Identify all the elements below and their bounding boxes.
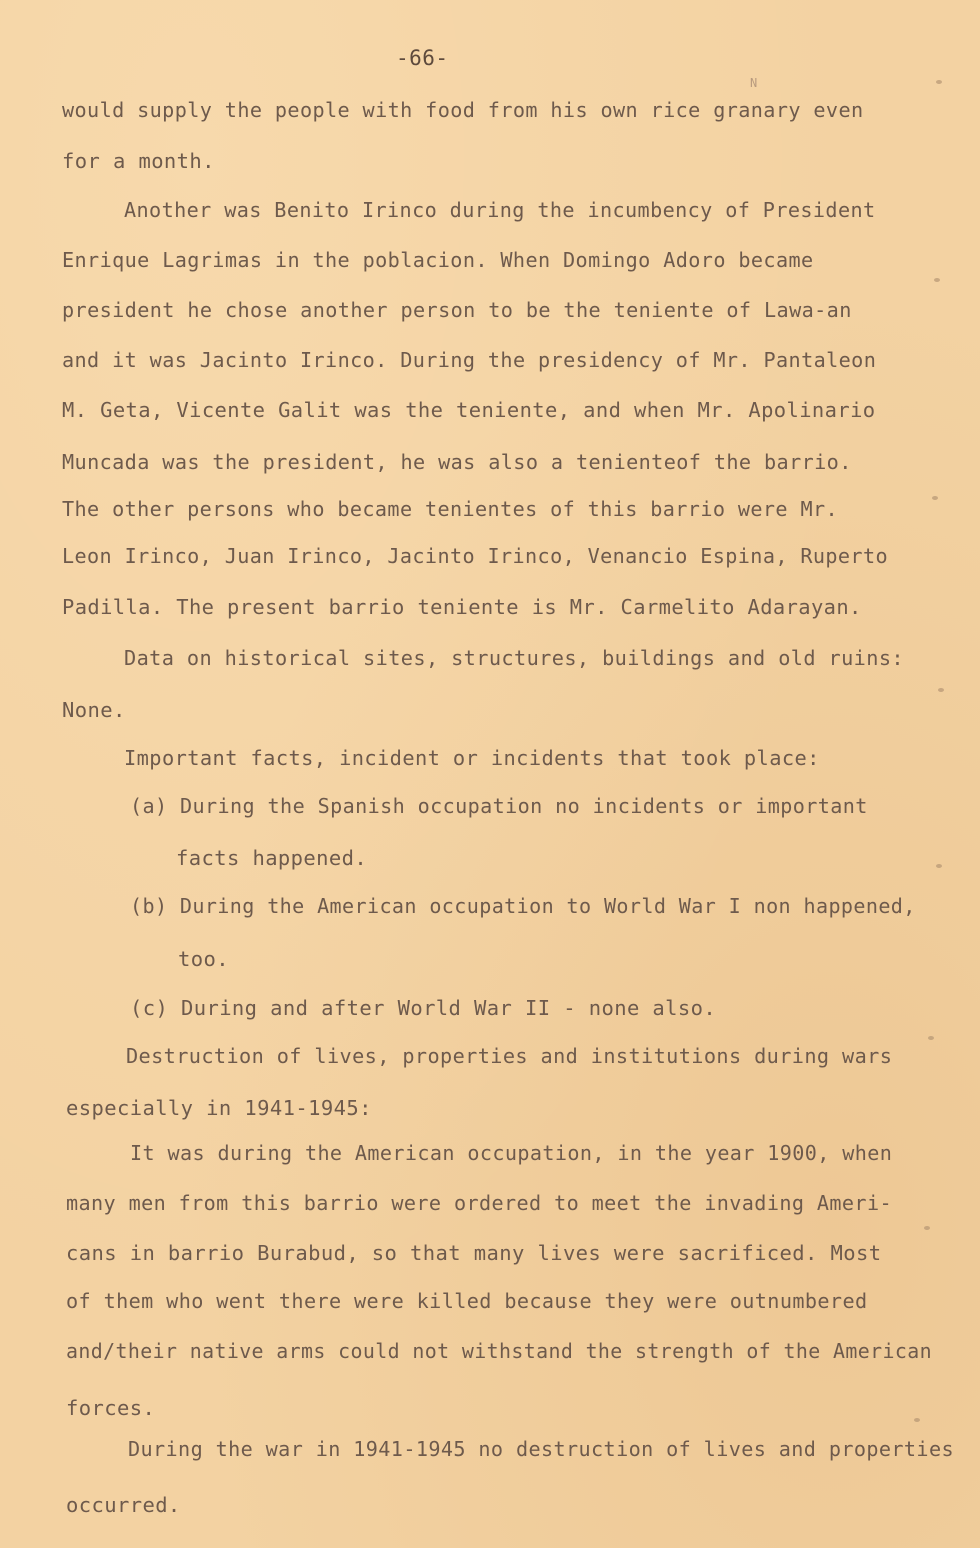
paper-speck [924, 1226, 930, 1230]
paper-speck [914, 1418, 920, 1422]
corner-mark: N [750, 76, 758, 90]
text-line: It was during the American occupation, in the year 1900, when [130, 1141, 893, 1165]
text-line: and/their native arms could not withstand the strength of the American [66, 1339, 932, 1363]
text-line: forces. [66, 1396, 156, 1420]
text-line: Data on historical sites, structures, buildings and old ruins: [124, 646, 905, 670]
paper-speck [938, 688, 944, 692]
text-line: Another was Benito Irinco during the incumbency of President [124, 198, 876, 222]
text-line: (b) During the American occupation to World War I non happened, [130, 894, 916, 918]
text-line: None. [62, 698, 126, 722]
paper-speck [928, 1036, 934, 1040]
page-number: -66- [396, 46, 449, 70]
paper-speck [936, 80, 942, 84]
text-line: (c) During and after World War II - none also. [130, 996, 717, 1020]
text-line: would supply the people with food from his own rice granary even [62, 98, 864, 122]
text-line: cans in barrio Burabud, so that many lives were sacrificed. Most [66, 1241, 882, 1265]
text-line: occurred. [66, 1493, 181, 1517]
text-line: The other persons who became tenientes of this barrio were Mr. [62, 497, 839, 521]
text-line: M. Geta, Vicente Galit was the teniente, and when Mr. Apolinario [62, 398, 876, 422]
text-line: Leon Irinco, Juan Irinco, Jacinto Irinco, Venancio Espina, Ruperto [62, 544, 888, 568]
text-line: president he chose another person to be the teniente of Lawa-an [62, 298, 852, 322]
text-line: for a month. [62, 149, 215, 173]
paper-speck [936, 864, 942, 868]
text-line: especially in 1941-1945: [66, 1096, 372, 1120]
text-line: too. [178, 947, 229, 971]
text-line: of them who went there were killed because they were outnumbered [66, 1289, 868, 1313]
text-line: Important facts, incident or incidents that took place: [124, 746, 820, 770]
paper-speck [934, 278, 940, 282]
paper-speck [932, 496, 938, 500]
text-line: (a) During the Spanish occupation no incidents or important [130, 794, 868, 818]
text-line: During the war in 1941-1945 no destruction of lives and properties [128, 1437, 954, 1461]
text-line: and it was Jacinto Irinco. During the presidency of Mr. Pantaleon [62, 348, 877, 372]
text-line: Destruction of lives, properties and institutions during wars [126, 1044, 893, 1068]
text-line: Padilla. The present barrio teniente is Mr. Carmelito Adarayan. [62, 595, 862, 619]
text-line: Muncada was the president, he was also a tenienteof the barrio. [62, 450, 852, 474]
text-line: Enrique Lagrimas in the poblacion. When Domingo Adoro became [62, 248, 814, 272]
text-line: facts happened. [176, 846, 368, 870]
text-line: many men from this barrio were ordered to meet the invading Ameri- [66, 1191, 892, 1215]
